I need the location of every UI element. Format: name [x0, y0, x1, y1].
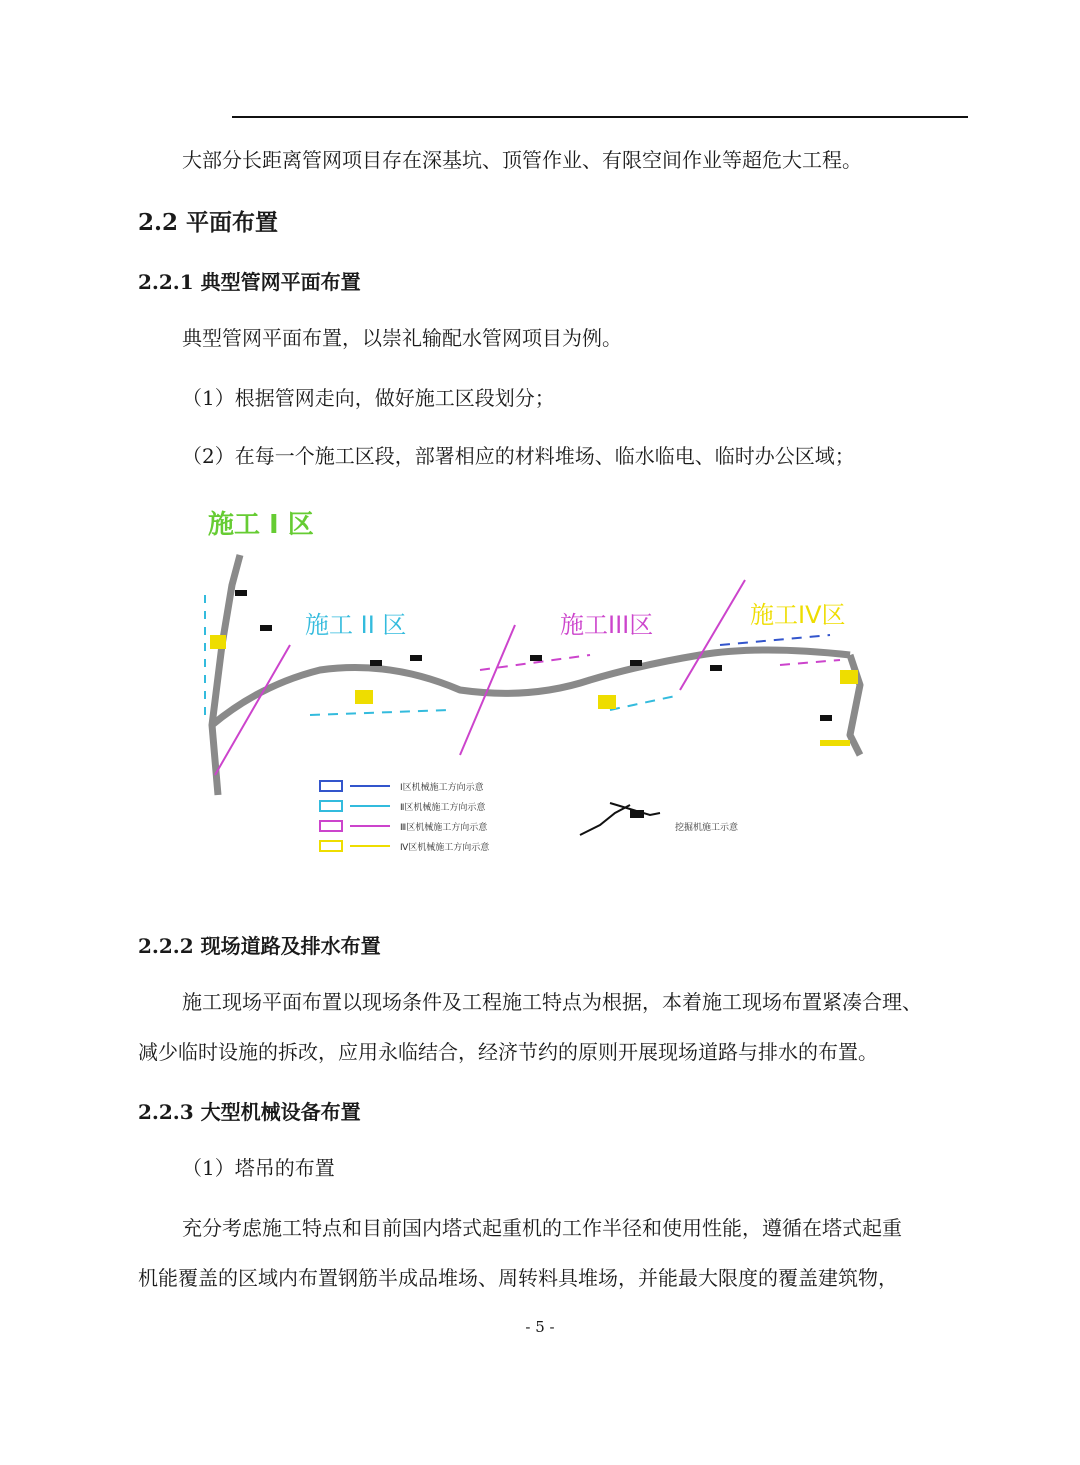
pipe-network-layout-figure	[160, 495, 920, 865]
legend-label-1: Ⅰ区机械施工方向示意	[400, 783, 484, 793]
paragraph-intro: 大部分长距离管网项目存在深基坑、顶管作业、有限空间作业等超危大工程。	[182, 148, 862, 172]
zone-label-2: 施工 II 区	[305, 611, 407, 639]
paragraph-222-line2: 减少临时设施的拆改，应用永临结合，经济节约的原则开展现场道路与排水的布置。	[138, 1040, 878, 1064]
pipe-route	[212, 555, 860, 795]
paragraph-223-line1: 充分考虑施工特点和目前国内塔式起重机的工作半径和使用性能，遵循在塔式起重	[182, 1216, 902, 1240]
paragraph-223-line2: 机能覆盖的区域内布置钢筋半成品堆场、周转料具堆场，并能最大限度的覆盖建筑物，	[138, 1266, 898, 1290]
zone-label-1: 施工 I 区	[208, 510, 314, 540]
legend-item-2	[320, 801, 485, 813]
heading-2-2: 2.2 平面布置	[138, 209, 279, 236]
page-number: - 5 -	[525, 1318, 555, 1336]
paragraph-221-intro: 典型管网平面布置，以崇礼输配水管网项目为例。	[182, 326, 622, 350]
zone-label-4: 施工IV区	[750, 601, 846, 629]
heading-2-2-1: 2.2.1 典型管网平面布置	[138, 270, 361, 294]
legend	[320, 781, 738, 853]
zone-label-3: 施工III区	[560, 611, 654, 639]
heading-2-2-3: 2.2.3 大型机械设备布置	[138, 1100, 361, 1124]
header-rule	[232, 116, 968, 118]
legend-item-1	[320, 781, 484, 793]
legend-item-3	[320, 821, 487, 833]
legend-excavator	[580, 803, 738, 835]
direction-arrows	[205, 595, 840, 715]
excavator-icons	[235, 590, 832, 721]
zone-divider-3	[680, 580, 745, 690]
legend-label-4: Ⅳ区机械施工方向示意	[400, 843, 490, 853]
legend-item-4	[320, 841, 489, 853]
paragraph-221-item1: （1）根据管网走向，做好施工区段划分；	[182, 386, 555, 410]
paragraph-222-line1: 施工现场平面布置以现场条件及工程施工特点为根据，本着施工现场布置紧凑合理、	[182, 990, 922, 1014]
legend-excavator-label: 挖掘机施工示意	[675, 823, 739, 833]
paragraph-221-item2: （2）在每一个施工区段，部署相应的材料堆场、临水临电、临时办公区域；	[182, 444, 855, 468]
heading-2-2-2: 2.2.2 现场道路及排水布置	[138, 934, 381, 958]
legend-label-2: Ⅱ区机械施工方向示意	[400, 803, 486, 813]
paragraph-223-item1: （1）塔吊的布置	[182, 1156, 335, 1180]
legend-label-3: Ⅲ区机械施工方向示意	[400, 823, 488, 833]
